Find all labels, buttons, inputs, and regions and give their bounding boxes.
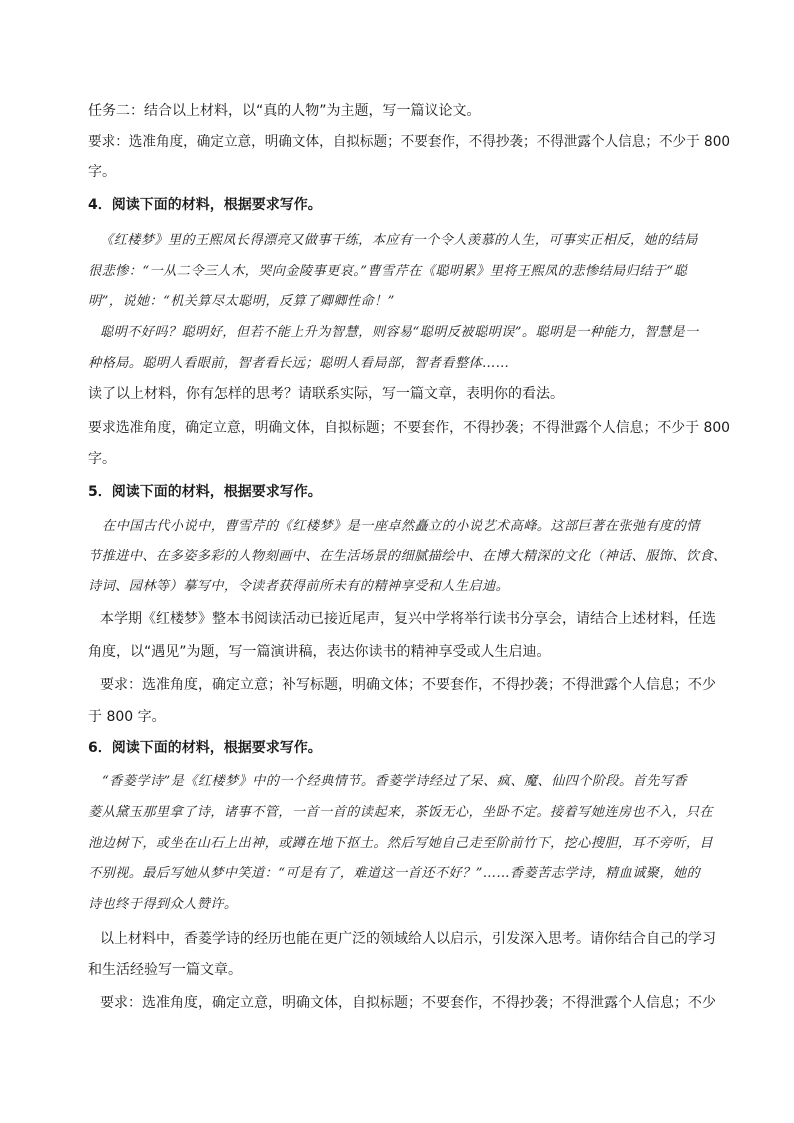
q5-material-line-3: 诗词、园林等）摹写中，令读者获得前所未有的精神享受和人生启迪。 [88,579,510,594]
question-5-heading: 5．阅读下面的材料，根据要求写作。 [88,484,322,500]
q4-material-line-1: 《红楼梦》里的王熙凤长得漂亮又做事干练，本应有一个令人羡慕的人生，可事实正相反，她的结局 [100,233,698,248]
q4-material-line-5: 种格局。聪明人看眼前，智者看长远；聪明人看局部，智者看整体…… [88,356,510,371]
q4-prompt: 读了以上材料，你有怎样的思考？请联系实际，写一篇文章，表明你的看法。 [88,386,564,402]
q6-prompt-line-2: 和生活经验写一篇文章。 [88,962,242,978]
q6-material-line-5: 诗也终于得到众人赞许。 [88,897,238,912]
q5-prompt-line-1: 本学期《红楼梦》整本书阅读活动已接近尾声，复兴中学将举行读书分享会，请结合上述材料，任选 [100,611,716,627]
q5-requirements: 要求：选准角度，确定立意；补写标题，明确文体；不要套作，不得抄袭；不得泄露个人信息；不少 [100,677,716,693]
q5-material-line-1: 在中国古代小说中，曹雪芹的《红楼梦》是一座卓然矗立的小说艺术高峰。这部巨著在张弛有度的情 [102,519,700,534]
q6-requirements: 要求：选准角度，确定立意，明确文体，自拟标题；不要套作，不得抄袭；不得泄露个人信息；不少 [100,995,716,1011]
q5-prompt-line-2: 角度，以“遇见”为题，写一篇演讲稿，表达你读书的精神享受或人生启迪。 [88,644,551,660]
q6-material-line-4: 不别视。最后写她从梦中笑道：“可是有了，难道这一首还不好？”……香菱苦志学诗，精血诚聚，她的 [88,866,701,881]
q5-material-line-2: 节推进中、在多姿多彩的人物刻画中、在生活场景的细腻描绘中、在博大精深的文化（神话、服饰、饮食、 [88,549,727,564]
q6-material-line-3: 池边树下，或坐在山石上出神，或蹲在地下抠土。然后写她自己走至阶前竹下，挖心搜胆，耳不旁听，目 [88,836,714,851]
task-two-prompt: 任务二：结合以上材料，以“真的人物”为主题，写一篇议论文。 [88,103,481,119]
q4-material-line-4: 聪明不好吗？聪明好，但若不能上升为智慧，则容易“聪明反被聪明误”。聪明是一种能力，智慧是一 [100,325,699,340]
q4-material-line-2: 很悲惨：“一从二令三人木，哭向金陵事更哀。”曹雪芹在《聪明累》里将王熙凤的悲惨结局归结于“聪 [88,264,688,279]
q4-requirements-cont: 字。 [88,451,116,467]
q6-prompt-line-1: 以上材料中，香菱学诗的经历也能在更广泛的领域给人以启示，引发深入思考。请你结合自己的学习 [100,931,716,947]
q5-requirements-cont: 于 800 字。 [88,709,166,725]
question-6-heading: 6．阅读下面的材料，根据要求写作。 [88,740,322,756]
task-two-requirements-cont: 字。 [88,164,116,180]
q4-requirements: 要求选准角度，确定立意，明确文体，自拟标题；不要套作，不得抄袭；不得泄露个人信息；不少于 800 [88,420,730,436]
q6-material-line-2: 菱从黛玉那里拿了诗，诸事不管，一首一首的读起来，茶饭无心，坐卧不定。接着写她连房也不入，只在 [88,805,714,820]
task-two-requirements: 要求：选准角度，确定立意，明确文体，自拟标题；不要套作，不得抄袭；不得泄露个人信息；不少于 800 [88,134,730,150]
q6-material-line-1: “香菱学诗”是《红楼梦》中的一个经典情节。香菱学诗经过了呆、疯、魔、仙四个阶段。首先写香 [102,774,687,789]
question-4-heading: 4．阅读下面的材料，根据要求写作。 [88,197,322,213]
q4-material-line-3: 明”，说她：“机关算尽太聪明，反算了卿卿性命！” [88,294,395,309]
